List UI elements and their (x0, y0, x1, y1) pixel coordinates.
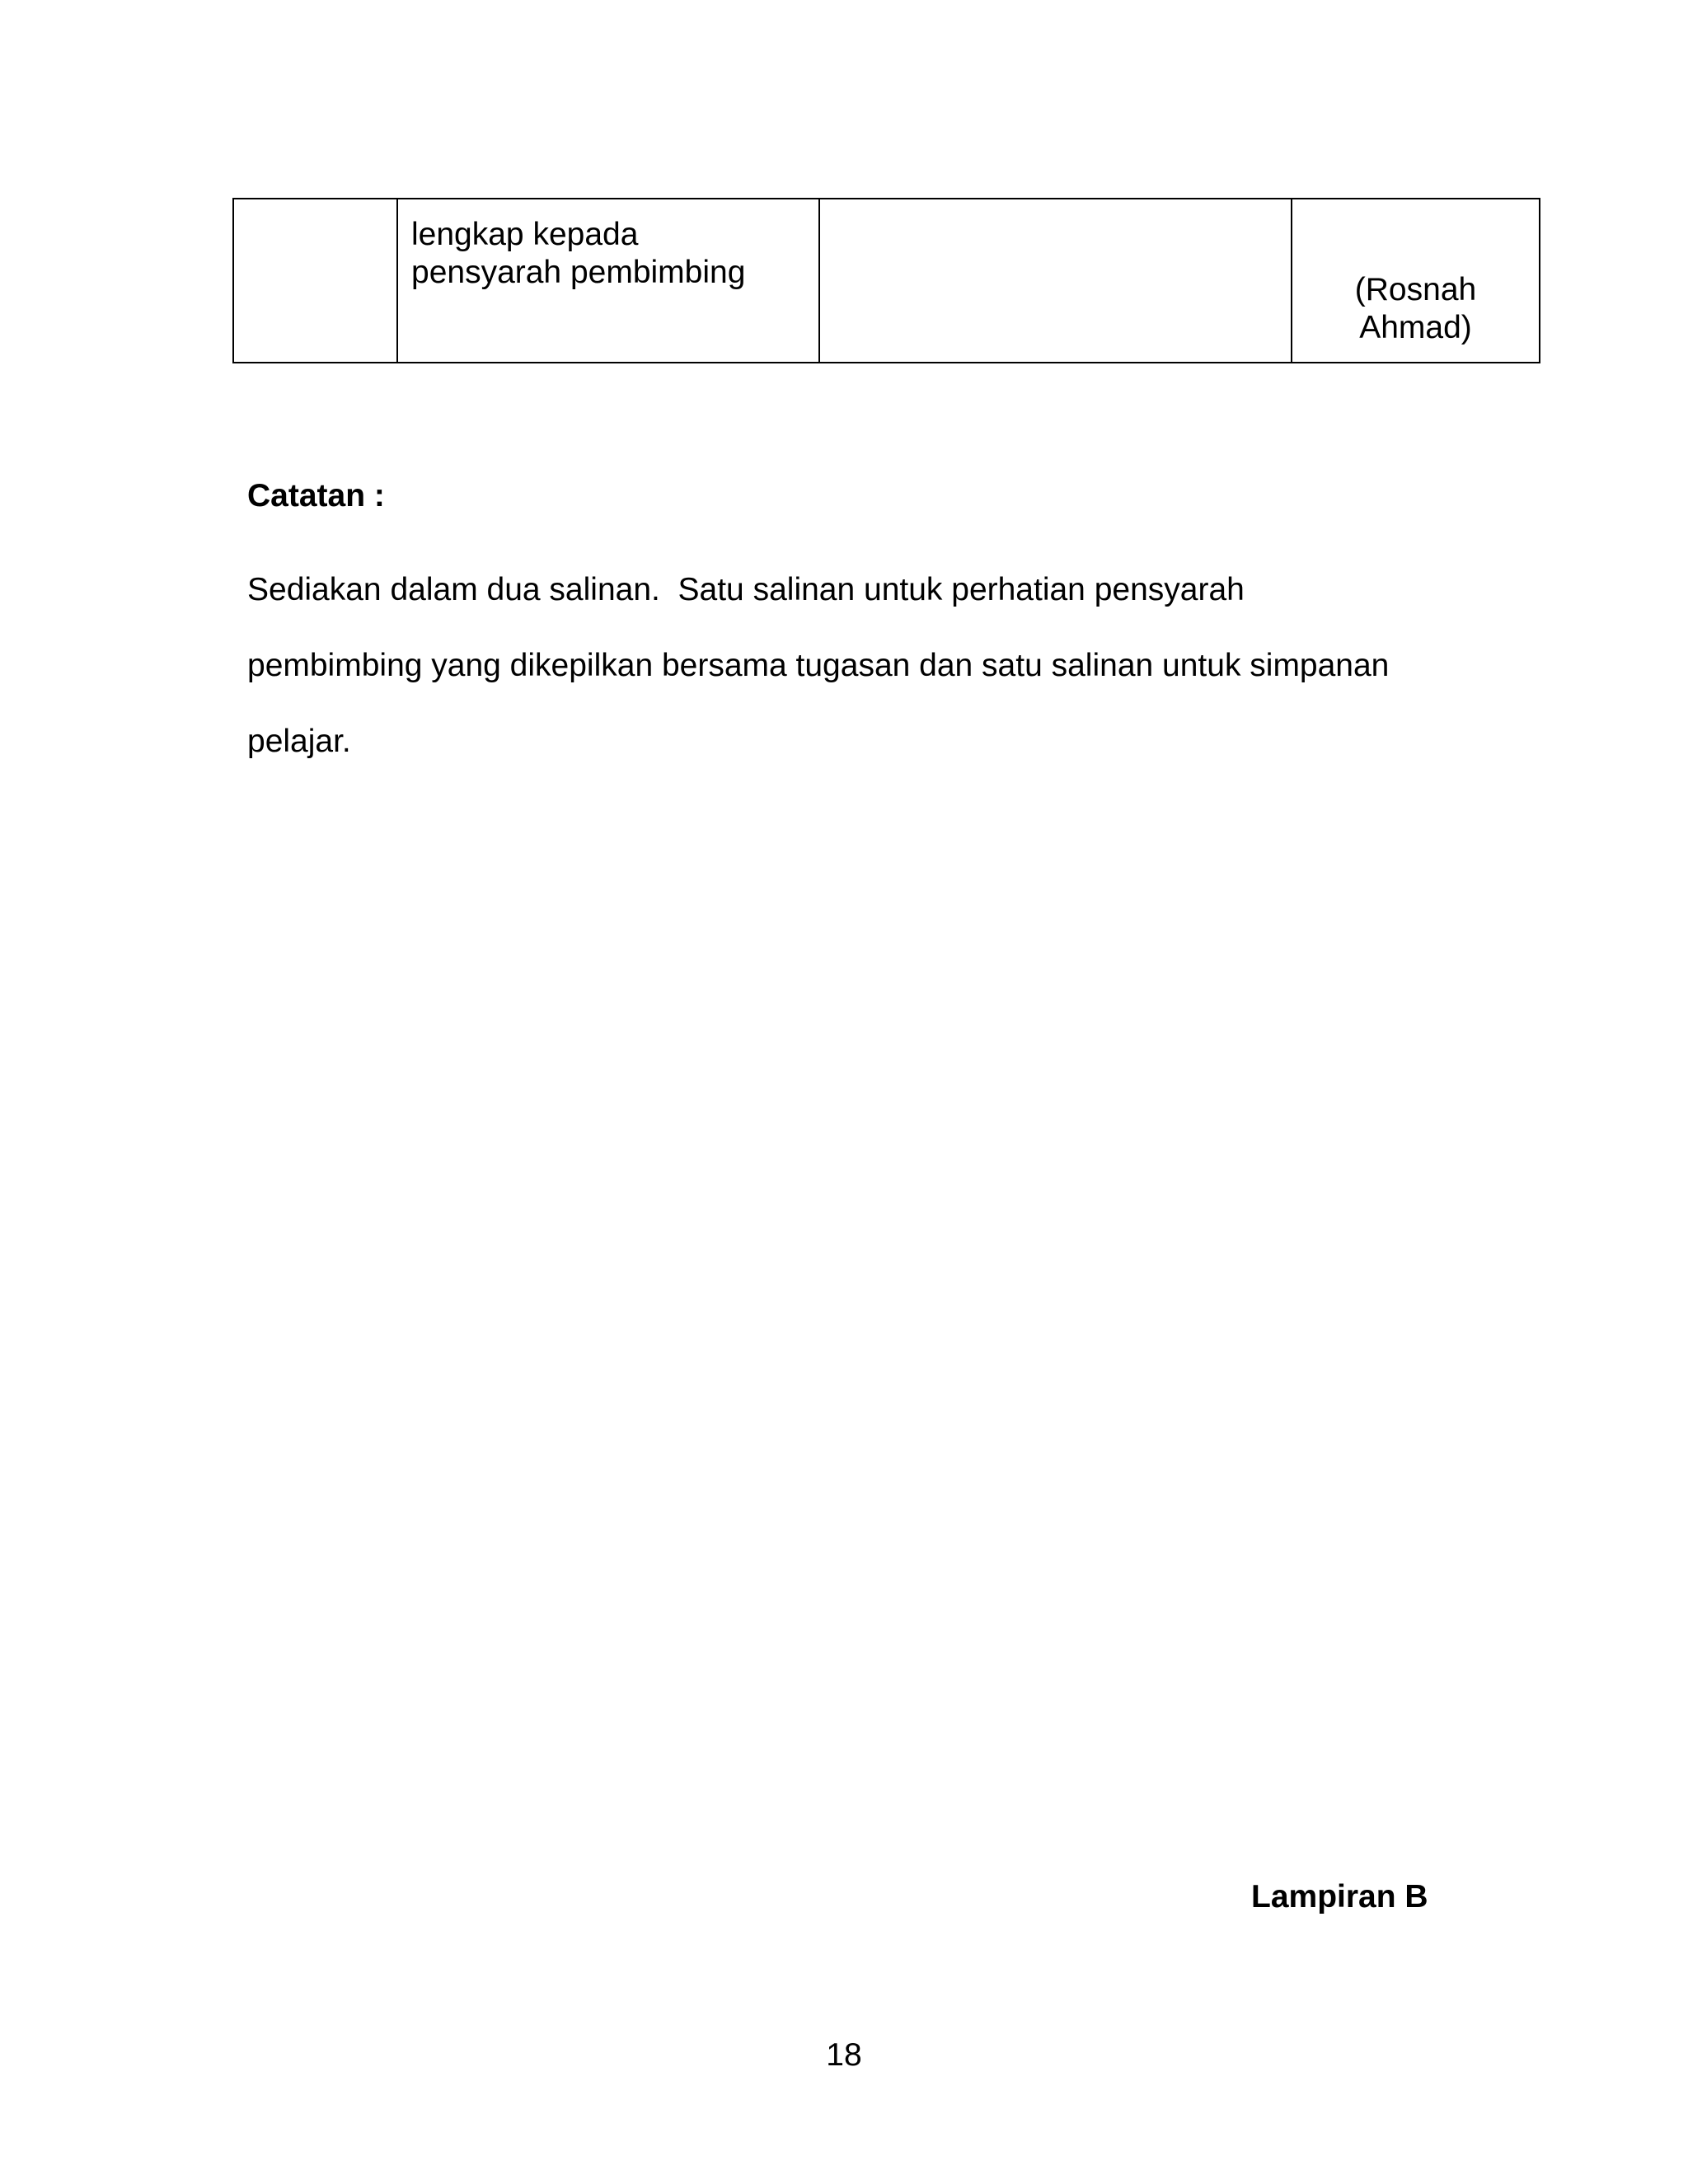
description-line: pensyarah pembimbing (411, 255, 746, 290)
note-line: pembimbing yang dikepilkan bersama tugasan dan satu salinan untuk simpanan (247, 648, 1390, 683)
table-row (233, 199, 1540, 363)
table-cell-signatory (1292, 199, 1540, 363)
signatory-line: Ahmad) (1359, 310, 1472, 345)
table-cell-description (397, 199, 819, 363)
note-line: Sediakan dalam dua salinan. Satu salinan untuk perhatian pensyarah (247, 572, 1245, 607)
note-line: pelajar. (247, 724, 351, 759)
appendix-label: Lampiran B (1251, 1879, 1428, 1915)
signatory-line: (Rosnah (1354, 272, 1477, 307)
description-line: lengkap kepada (411, 217, 639, 252)
table-cell-empty-1 (233, 199, 397, 363)
page-number: 18 (826, 2037, 862, 2073)
note-body (247, 552, 1451, 780)
table-cell-empty-2 (819, 199, 1292, 363)
continued-table (232, 198, 1540, 363)
note-heading: Catatan : (247, 478, 385, 513)
